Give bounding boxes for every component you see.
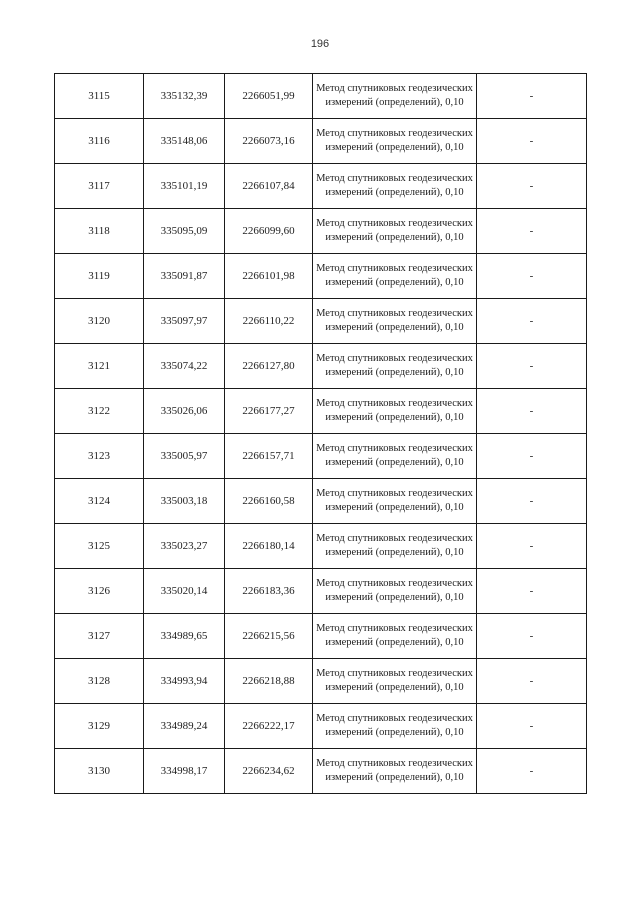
method-text: Метод спутниковых геодезических измерений (определений), 0,10 — [316, 397, 473, 423]
method-cell — [313, 344, 477, 389]
page-number: 196 — [310, 38, 330, 50]
method-text: Метод спутниковых геодезических измерений (определений), 0,10 — [316, 127, 473, 153]
method-text: Метод спутниковых геодезических измерений (определений), 0,10 — [316, 352, 473, 378]
point-id-cell: 3125 — [55, 524, 144, 569]
table-row — [55, 299, 587, 344]
note-cell: - — [477, 524, 587, 569]
y-coordinate-cell: 2266222,17 — [225, 704, 313, 749]
x-coordinate-cell: 335020,14 — [144, 569, 225, 614]
point-id-cell: 3121 — [55, 344, 144, 389]
y-coordinate-cell: 2266110,22 — [225, 299, 313, 344]
coordinates-table-body — [55, 74, 587, 794]
x-coordinate-cell: 335148,06 — [144, 119, 225, 164]
method-cell — [313, 749, 477, 794]
y-coordinate-cell: 2266107,84 — [225, 164, 313, 209]
x-coordinate-cell: 335095,09 — [144, 209, 225, 254]
method-cell — [313, 389, 477, 434]
point-id-cell: 3128 — [55, 659, 144, 704]
point-id-cell: 3115 — [55, 74, 144, 119]
note-cell: - — [477, 659, 587, 704]
x-coordinate-cell: 335003,18 — [144, 479, 225, 524]
table-row — [55, 704, 587, 749]
table-row — [55, 524, 587, 569]
method-text: Метод спутниковых геодезических измерений (определений), 0,10 — [316, 577, 473, 603]
table-row — [55, 569, 587, 614]
point-id-cell: 3116 — [55, 119, 144, 164]
point-id-cell: 3129 — [55, 704, 144, 749]
method-text: Метод спутниковых геодезических измерений (определений), 0,10 — [316, 307, 473, 333]
table-row — [55, 344, 587, 389]
point-id-cell: 3120 — [55, 299, 144, 344]
y-coordinate-cell: 2266183,36 — [225, 569, 313, 614]
y-coordinate-cell: 2266177,27 — [225, 389, 313, 434]
table-row — [55, 614, 587, 659]
y-coordinate-cell: 2266218,88 — [225, 659, 313, 704]
note-cell: - — [477, 614, 587, 659]
table-row — [55, 164, 587, 209]
y-coordinate-cell: 2266215,56 — [225, 614, 313, 659]
x-coordinate-cell: 335101,19 — [144, 164, 225, 209]
y-coordinate-cell: 2266099,60 — [225, 209, 313, 254]
x-coordinate-cell: 334998,17 — [144, 749, 225, 794]
x-coordinate-cell: 335074,22 — [144, 344, 225, 389]
point-id-cell: 3124 — [55, 479, 144, 524]
method-text: Метод спутниковых геодезических измерений (определений), 0,10 — [316, 82, 473, 108]
table-row — [55, 434, 587, 479]
table-row — [55, 209, 587, 254]
x-coordinate-cell: 335005,97 — [144, 434, 225, 479]
method-cell — [313, 434, 477, 479]
method-cell — [313, 659, 477, 704]
point-id-cell: 3122 — [55, 389, 144, 434]
method-text: Метод спутниковых геодезических измерений (определений), 0,10 — [316, 667, 473, 693]
note-cell: - — [477, 704, 587, 749]
note-cell: - — [477, 344, 587, 389]
method-cell — [313, 119, 477, 164]
table-row — [55, 479, 587, 524]
note-cell: - — [477, 299, 587, 344]
table-row — [55, 749, 587, 794]
note-cell: - — [477, 164, 587, 209]
method-cell — [313, 299, 477, 344]
point-id-cell: 3118 — [55, 209, 144, 254]
x-coordinate-cell: 335097,97 — [144, 299, 225, 344]
point-id-cell: 3117 — [55, 164, 144, 209]
x-coordinate-cell: 334993,94 — [144, 659, 225, 704]
method-text: Метод спутниковых геодезических измерений (определений), 0,10 — [316, 532, 473, 558]
method-cell — [313, 524, 477, 569]
point-id-cell: 3126 — [55, 569, 144, 614]
method-cell — [313, 254, 477, 299]
method-text: Метод спутниковых геодезических измерений (определений), 0,10 — [316, 172, 473, 198]
method-text: Метод спутниковых геодезических измерений (определений), 0,10 — [316, 442, 473, 468]
method-cell — [313, 704, 477, 749]
y-coordinate-cell: 2266073,16 — [225, 119, 313, 164]
table-row — [55, 119, 587, 164]
x-coordinate-cell: 334989,24 — [144, 704, 225, 749]
method-text: Метод спутниковых геодезических измерений (определений), 0,10 — [316, 622, 473, 648]
note-cell: - — [477, 749, 587, 794]
x-coordinate-cell: 335091,87 — [144, 254, 225, 299]
table-row — [55, 74, 587, 119]
note-cell: - — [477, 434, 587, 479]
method-text: Метод спутниковых геодезических измерений (определений), 0,10 — [316, 217, 473, 243]
note-cell: - — [477, 389, 587, 434]
table-row — [55, 659, 587, 704]
note-cell: - — [477, 209, 587, 254]
x-coordinate-cell: 334989,65 — [144, 614, 225, 659]
point-id-cell: 3123 — [55, 434, 144, 479]
y-coordinate-cell: 2266157,71 — [225, 434, 313, 479]
coordinates-table — [54, 73, 587, 794]
y-coordinate-cell: 2266180,14 — [225, 524, 313, 569]
method-cell — [313, 164, 477, 209]
point-id-cell: 3130 — [55, 749, 144, 794]
method-text: Метод спутниковых геодезических измерений (определений), 0,10 — [316, 487, 473, 513]
note-cell: - — [477, 254, 587, 299]
method-cell — [313, 74, 477, 119]
y-coordinate-cell: 2266234,62 — [225, 749, 313, 794]
method-cell — [313, 479, 477, 524]
method-text: Метод спутниковых геодезических измерений (определений), 0,10 — [316, 712, 473, 738]
x-coordinate-cell: 335023,27 — [144, 524, 225, 569]
table-row — [55, 389, 587, 434]
x-coordinate-cell: 335026,06 — [144, 389, 225, 434]
point-id-cell: 3119 — [55, 254, 144, 299]
y-coordinate-cell: 2266160,58 — [225, 479, 313, 524]
table-row — [55, 254, 587, 299]
note-cell: - — [477, 479, 587, 524]
y-coordinate-cell: 2266051,99 — [225, 74, 313, 119]
point-id-cell: 3127 — [55, 614, 144, 659]
note-cell: - — [477, 74, 587, 119]
note-cell: - — [477, 119, 587, 164]
method-text: Метод спутниковых геодезических измерений (определений), 0,10 — [316, 262, 473, 288]
method-text: Метод спутниковых геодезических измерений (определений), 0,10 — [316, 757, 473, 783]
method-cell — [313, 569, 477, 614]
method-cell — [313, 209, 477, 254]
x-coordinate-cell: 335132,39 — [144, 74, 225, 119]
method-cell — [313, 614, 477, 659]
y-coordinate-cell: 2266127,80 — [225, 344, 313, 389]
note-cell: - — [477, 569, 587, 614]
y-coordinate-cell: 2266101,98 — [225, 254, 313, 299]
